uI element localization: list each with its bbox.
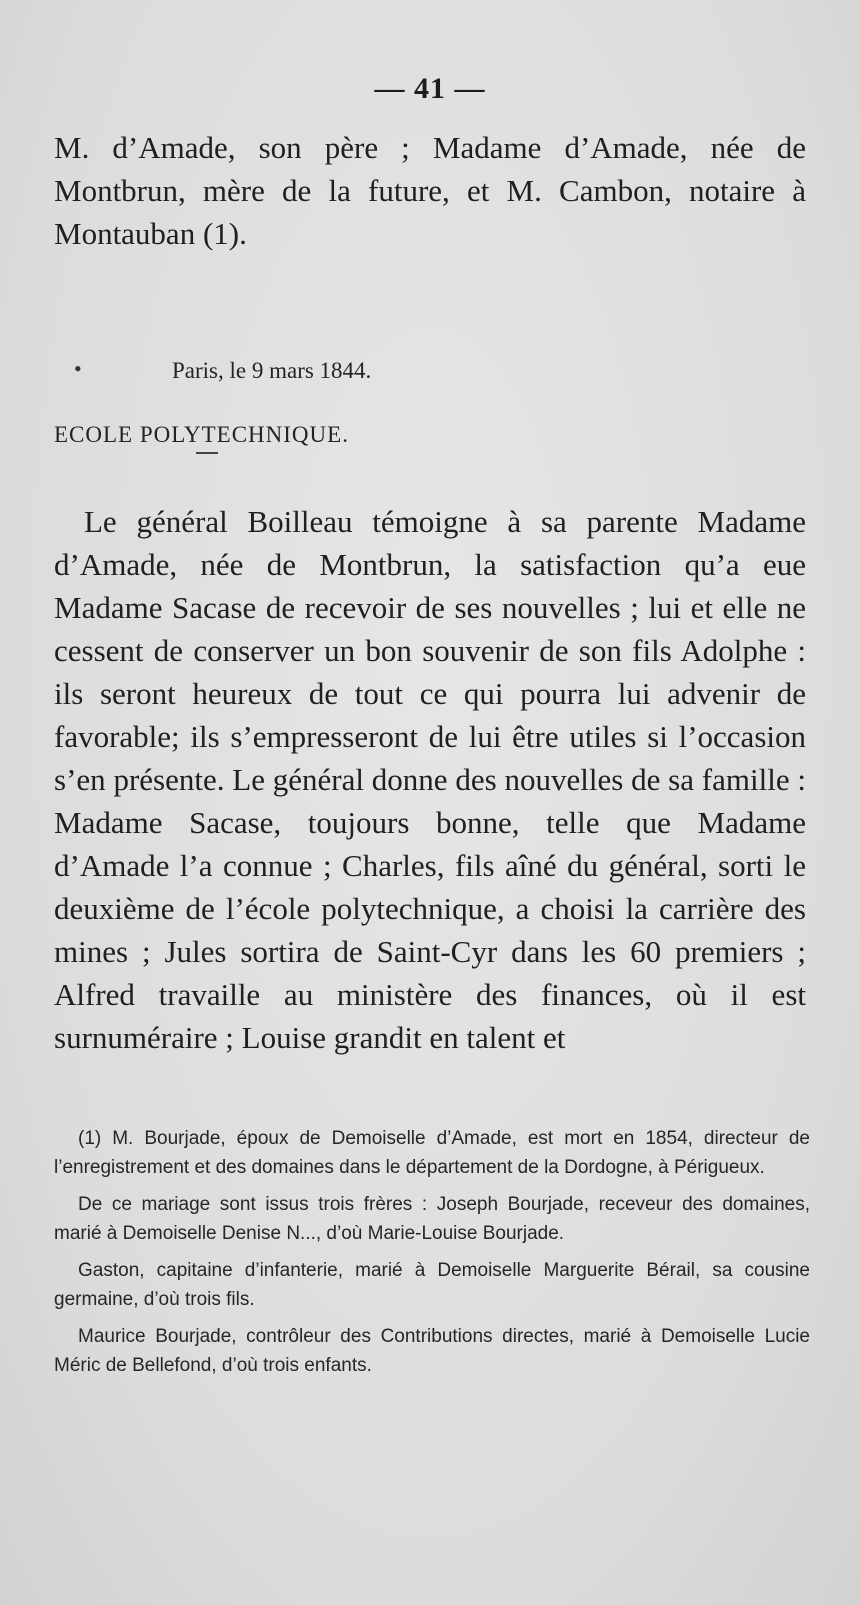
footnote-3: Gaston, capitaine d’infanterie, marié à Demoiselle Marguerite Bérail, sa cousine germaine, d’où trois fils. xyxy=(54,1260,810,1310)
footnote-2: De ce mariage sont issus trois frères : Joseph Bourjade, receveur des domaines, marié à Demoiselle Denise N..., d’où Marie-Louise Bourjade. xyxy=(54,1194,810,1244)
footnotes xyxy=(54,1124,810,1388)
letter-body-text: Le général Boilleau témoigne à sa parente Madame d’Amade, née de Montbrun, la satisfaction qu’a eue Madame Sacase de recevoir de ses nouvelles ; lui et elle ne cessent de conserver un bon souvenir de son fils Adolphe : ils seront heureux de tout ce qui pourra lui advenir de favorable; ils s’empresseront de lui être utiles si l’occasion s’en présente. Le général donne des nouvelles de sa famille : Madame Sacase, toujours bonne, telle que Madame d’Amade l’a connue ; Charles, fils aîné du général, sorti le deuxième de l’école polytechnique, a choisi la carrière des mines ; Jules sortira de Saint-Cyr dans les 60 premiers ; Alfred travaille au ministère des finances, où il est surnuméraire ; Louise grandit en talent et xyxy=(54,504,806,1055)
separator-dash xyxy=(196,452,218,454)
footnote-4: Maurice Bourjade, contrôleur des Contributions directes, marié à Demoiselle Lucie Méric de Bellefond, d’où trois enfants. xyxy=(54,1326,810,1376)
continuation-text: M. d’Amade, son père ; Madame d’Amade, née de Montbrun, mère de la future, et M. Cambon, notaire à Montauban (1). xyxy=(54,130,806,251)
letter-heading: ECOLE POLYTECHNIQUE. xyxy=(54,422,349,447)
footnote-1: (1) M. Bourjade, époux de Demoiselle d’Amade, est mort en 1854, directeur de l’enregistrement et des domaines dans le département de la Dordogne, à Périgueux. xyxy=(54,1128,810,1178)
letter-date: Paris, le 9 mars 1844. xyxy=(172,358,372,383)
bullet-mark: • xyxy=(74,356,82,381)
page-number: — 41 — xyxy=(374,72,486,105)
continuation-paragraph xyxy=(54,126,806,255)
letter-summary xyxy=(54,500,806,1059)
